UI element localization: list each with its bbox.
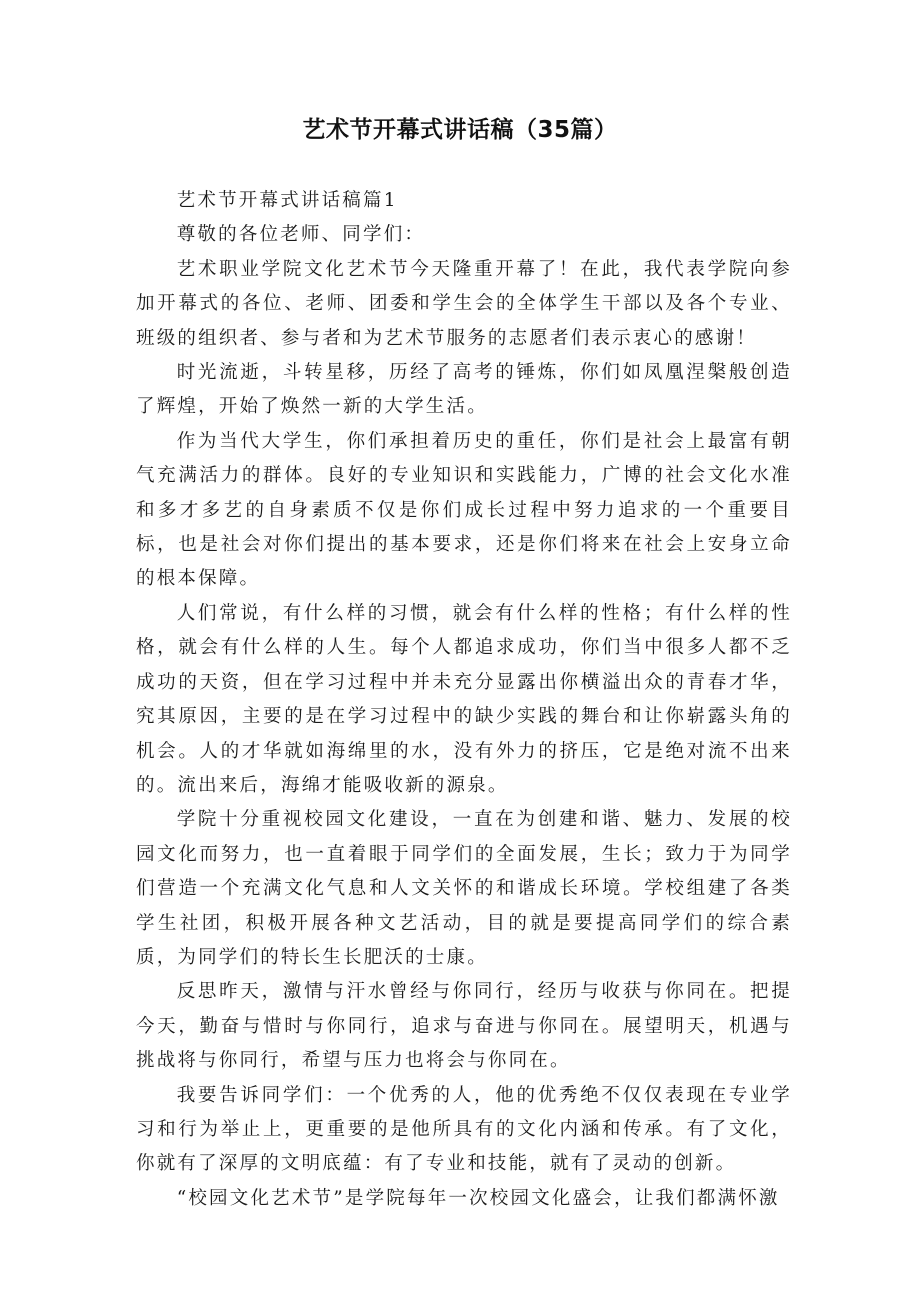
salutation: 尊敬的各位老师、同学们：	[176, 224, 426, 246]
paragraph: 反思昨天，激情与汗水曾经与你同行，经历与收获与你同在。把提今天，勤奋与惜时与你同行，追求与奋进与你同在。展望明天，机遇与挑战将与你同行，希望与压力也将会与你同在。	[136, 981, 792, 1072]
paragraph: 时光流逝，斗转星移，历经了高考的锤炼，你们如凤凰涅槃般创造了辉煌，开始了焕然一新的大学生活。	[136, 362, 792, 418]
paragraph: 人们常说，有什么样的习惯，就会有什么样的性格；有什么样的性格，就会有什么样的人生。每个人都追求成功，你们当中很多人都不乏成功的天资，但在学习过程中并未充分显露出你横溢出众的青春才华，究其原因，主要的是在学习过程中的缺少实践的舞台和让你崭露头角的机会。人的才华就如海绵里的水，没有外力的挤压，它是绝对流不出来的。流出来后，海绵才能吸收新的源泉。	[136, 602, 792, 796]
document-title: 艺术节开幕式讲话稿（35篇）	[302, 117, 618, 143]
document-body	[136, 184, 792, 1216]
paragraph: “校园文化艺术节”是学院每年一次校园文化盛会，让我们都满怀激	[176, 1187, 780, 1209]
paragraph: 艺术职业学院文化艺术节今天隆重开幕了！在此，我代表学院向参加开幕式的各位、老师、团委和学生会的全体学生干部以及各个专业、班级的组织者、参与者和为艺术节服务的志愿者们表示衷心的感谢！	[136, 258, 792, 349]
paragraph: 我要告诉同学们：一个优秀的人，他的优秀绝不仅仅表现在专业学习和行为举止上，更重要的是他所具有的文化内涵和传承。有了文化，你就有了深厚的文明底蕴：有了专业和技能，就有了灵动的创新。	[136, 1084, 792, 1175]
paragraph: 学院十分重视校园文化建设，一直在为创建和谐、魅力、发展的校园文化而努力，也一直着眼于同学们的全面发展，生长；致力于为同学们营造一个充满文化气息和人文关怀的和谐成长环境。学校组建了各类学生社团，积极开展各种文艺活动，目的就是要提高同学们的综合素质，为同学们的特长生长肥沃的士康。	[136, 809, 792, 968]
section-heading: 艺术节开幕式讲话稿篇1	[176, 190, 398, 211]
paragraph: 作为当代大学生，你们承担着历史的重任，你们是社会上最富有朝气充满活力的群体。良好的专业知识和实践能力，广博的社会文化水准和多才多艺的自身素质不仅是你们成长过程中努力追求的一个重要目标，也是社会对你们提出的基本要求，还是你们将来在社会上安身立命的根本保障。	[136, 430, 792, 590]
